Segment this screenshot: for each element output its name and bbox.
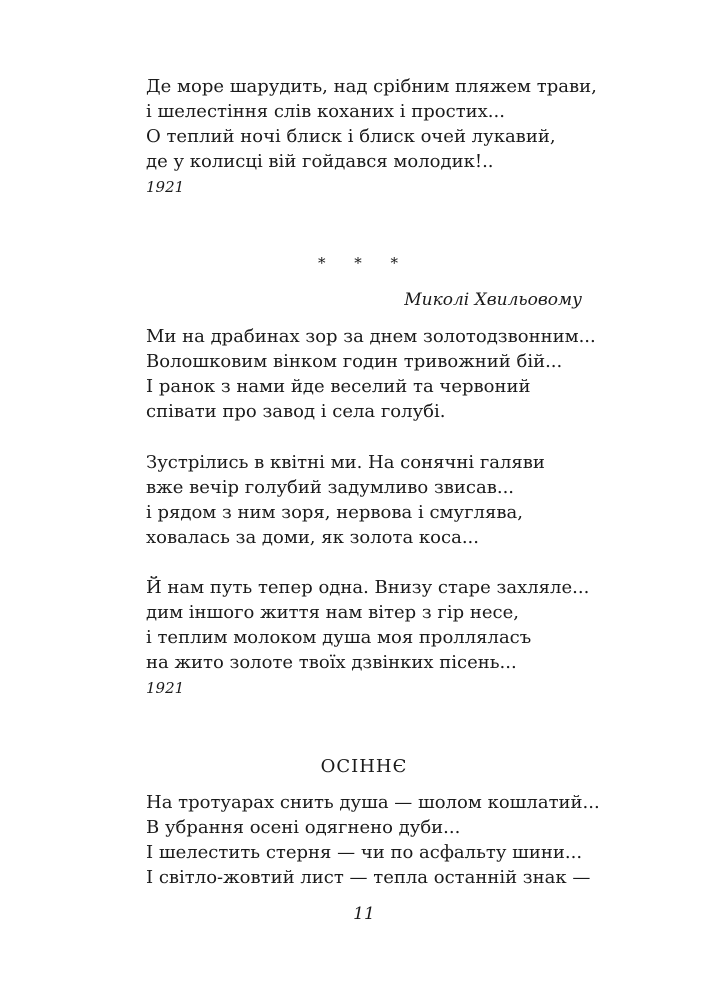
poem-line: І ранок з нами йде веселий та червоний bbox=[146, 376, 531, 397]
dedication: Миколі Хвильовому bbox=[404, 290, 582, 310]
poem-line: Зустрілись в квітні ми. На сонячні галяви bbox=[146, 452, 545, 473]
poem-line: Волошковим вінком годин тривожний бій... bbox=[146, 351, 563, 372]
poem3-title: ОСІННЄ bbox=[320, 756, 408, 777]
poem2-date: 1921 bbox=[146, 679, 185, 697]
poem-line: ховалась за доми, як золота коса... bbox=[146, 527, 479, 548]
poem-line: І світло-жовтий лист — тепла останній знак — bbox=[146, 867, 591, 888]
poem-line: О теплий ночі блиск і блиск очей лукавий, bbox=[146, 126, 556, 147]
page-number: 11 bbox=[353, 904, 375, 924]
poem-line: вже вечір голубий задумливо звисав... bbox=[146, 477, 515, 498]
poem-line: і теплим молоком душа моя пролляласъ bbox=[146, 627, 532, 648]
poem2-stanza-3 bbox=[146, 575, 606, 675]
poem-separator: * * * bbox=[317, 254, 411, 272]
poem-line: співати про завод і села голубі. bbox=[146, 401, 446, 422]
poem1-date: 1921 bbox=[146, 178, 185, 196]
poem3-stanza bbox=[146, 790, 606, 890]
poem-line: дим іншого життя нам вітер з гір несе, bbox=[146, 602, 519, 623]
poem2-stanza-1 bbox=[146, 324, 606, 424]
poem-line: і рядом з ним зоря, нервова і смуглява, bbox=[146, 502, 523, 523]
poem-line: і шелестіння слів коханих і простих... bbox=[146, 101, 505, 122]
poem-line: Де море шарудить, над срібним пляжем трави, bbox=[146, 76, 597, 97]
poem-line: В убрання осені одягнено дуби... bbox=[146, 817, 461, 838]
poem-line: де у колисці вій гойдався молодик!.. bbox=[146, 151, 494, 172]
poem1-stanza bbox=[146, 74, 606, 174]
poem-line: І шелестить стерня — чи по асфальту шини... bbox=[146, 842, 583, 863]
poem2-stanza-2 bbox=[146, 450, 606, 550]
poem-line: на жито золоте твоїх дзвінких пісень... bbox=[146, 652, 517, 673]
poem-line: Ми на драбинах зор за днем золотодзвонним... bbox=[146, 326, 596, 347]
poem-line: Й нам путь тепер одна. Внизу старе захляле... bbox=[146, 577, 590, 598]
poem-line: На тротуарах снить душа — шолом кошлатий... bbox=[146, 792, 600, 813]
